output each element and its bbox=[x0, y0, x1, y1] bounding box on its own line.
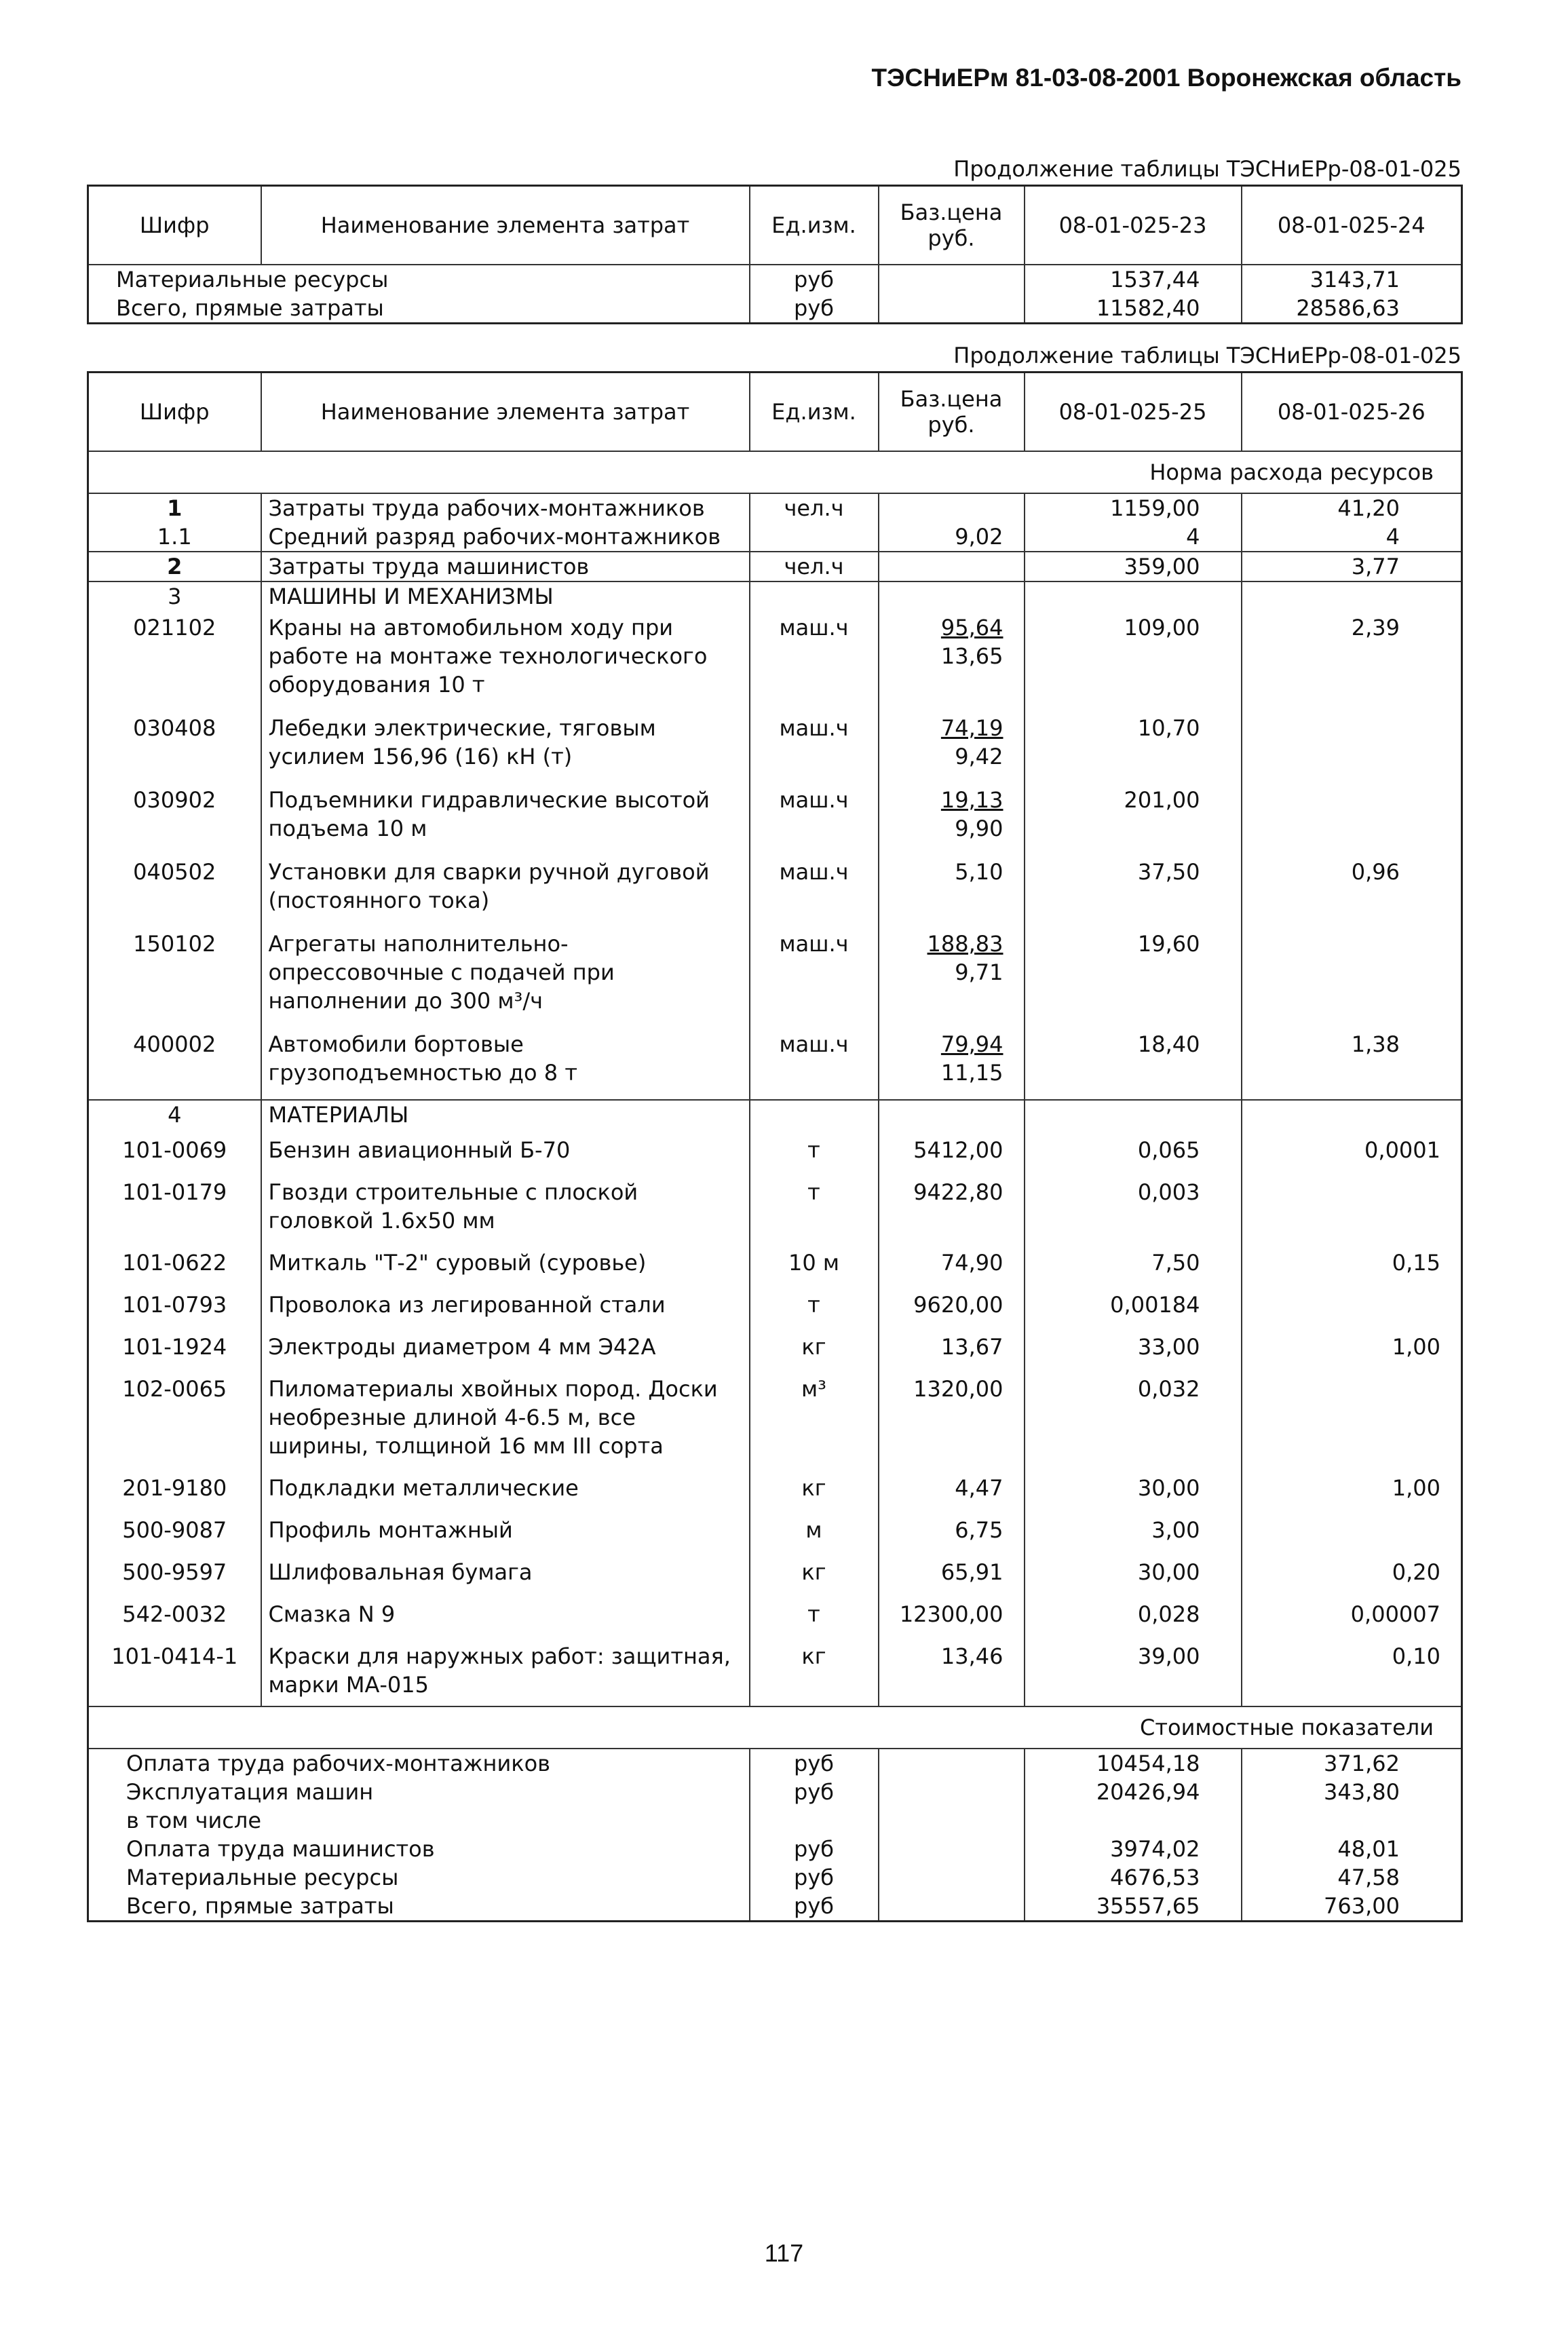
row-price: 9620,00 bbox=[879, 1284, 1025, 1326]
row-unit: маш.ч bbox=[750, 611, 879, 711]
row-v2: 371,62 bbox=[1242, 1749, 1462, 1778]
section-code: 4 bbox=[88, 1100, 261, 1129]
row-unit: маш.ч bbox=[750, 855, 879, 927]
row-unit: руб bbox=[750, 1835, 879, 1863]
table-row bbox=[88, 1551, 1462, 1593]
table-row bbox=[88, 1806, 1462, 1835]
table-row bbox=[88, 1749, 1462, 1778]
row-unit: кг bbox=[750, 1551, 879, 1593]
row-price: 13,46 bbox=[879, 1635, 1025, 1706]
row-code: 030408 bbox=[88, 711, 261, 783]
row-price: 5,10 bbox=[955, 859, 1003, 885]
row-name: Пиломатериалы хвойных пород. Доски необрезные длиной 4-6.5 м, все ширины, толщиной 16 мм III сорта bbox=[261, 1368, 750, 1467]
row-name: Смазка N 9 bbox=[261, 1593, 750, 1635]
table-row bbox=[88, 294, 1462, 324]
row-v1: 201,00 bbox=[1025, 783, 1242, 855]
row-v2: 1,38 bbox=[1242, 1027, 1462, 1100]
materials-section bbox=[88, 1100, 1462, 1706]
row-code: 2 bbox=[88, 552, 261, 581]
row-code: 150102 bbox=[88, 927, 261, 1027]
row-v1 bbox=[1025, 1806, 1242, 1835]
row-code: 500-9087 bbox=[88, 1509, 261, 1551]
row-v1: 4 bbox=[1025, 522, 1242, 552]
row-code: 102-0065 bbox=[88, 1368, 261, 1467]
row-price: 1320,00 bbox=[879, 1368, 1025, 1467]
col-unit-header: Ед.изм. bbox=[750, 186, 879, 265]
row-v2: 763,00 bbox=[1242, 1892, 1462, 1922]
table-row bbox=[88, 783, 1462, 855]
row-v1: 33,00 bbox=[1025, 1326, 1242, 1368]
row-v1: 3974,02 bbox=[1025, 1835, 1242, 1863]
row-price: 188,83 bbox=[927, 931, 1003, 957]
row-v2: 48,01 bbox=[1242, 1835, 1462, 1863]
row-v1: 11582,40 bbox=[1025, 294, 1242, 324]
row-unit: руб bbox=[750, 1749, 879, 1778]
row-code: 201-9180 bbox=[88, 1467, 261, 1509]
empty-cell bbox=[750, 1100, 879, 1129]
row-v2: 0,00007 bbox=[1242, 1593, 1462, 1635]
col-v1-header: 08-01-025-23 bbox=[1025, 186, 1242, 265]
table-row bbox=[88, 1778, 1462, 1806]
table1-caption: Продолжение таблицы ТЭСНиЕРр-08-01-025 bbox=[953, 156, 1461, 182]
row-v1: 0,003 bbox=[1025, 1171, 1242, 1242]
row-v2: 343,80 bbox=[1242, 1778, 1462, 1806]
table-row bbox=[88, 1284, 1462, 1326]
row-v1: 39,00 bbox=[1025, 1635, 1242, 1706]
row-code: 101-0622 bbox=[88, 1242, 261, 1284]
row-v2 bbox=[1242, 711, 1462, 783]
row-v1: 1537,44 bbox=[1025, 265, 1242, 294]
col-v2-header: 08-01-025-26 bbox=[1242, 373, 1462, 452]
empty-cell bbox=[879, 1892, 1025, 1922]
row-price bbox=[879, 265, 1025, 294]
row-unit: т bbox=[750, 1284, 879, 1326]
costs-section bbox=[88, 1749, 1462, 1922]
row-unit bbox=[750, 522, 879, 552]
table-row bbox=[88, 1129, 1462, 1171]
row-code: 400002 bbox=[88, 1027, 261, 1100]
row-unit: кг bbox=[750, 1467, 879, 1509]
row-v2: 0,15 bbox=[1242, 1242, 1462, 1284]
row-v2: 1,00 bbox=[1242, 1326, 1462, 1368]
table-row bbox=[88, 1892, 1462, 1922]
row-v1: 0,028 bbox=[1025, 1593, 1242, 1635]
row-price-secondary: 13,65 bbox=[940, 643, 1003, 669]
empty-cell bbox=[1025, 1100, 1242, 1129]
row-unit: маш.ч bbox=[750, 1027, 879, 1100]
row-price-cell bbox=[879, 783, 1025, 855]
table2-caption: Продолжение таблицы ТЭСНиЕРр-08-01-025 bbox=[953, 343, 1461, 368]
table-row bbox=[88, 552, 1462, 581]
row-price: 9,02 bbox=[879, 522, 1025, 552]
row-price-cell bbox=[879, 927, 1025, 1027]
row-price: 74,90 bbox=[879, 1242, 1025, 1284]
row-v1: 19,60 bbox=[1025, 927, 1242, 1027]
row-code: 542-0032 bbox=[88, 1593, 261, 1635]
labor-section bbox=[88, 493, 1462, 581]
cost-label: Стоимостные показатели bbox=[88, 1706, 1462, 1749]
table2 bbox=[87, 371, 1463, 1922]
col-code-header: Шифр bbox=[88, 373, 261, 452]
section-header-row bbox=[88, 581, 1462, 611]
row-v2: 0,10 bbox=[1242, 1635, 1462, 1706]
row-name: Оплата труда машинистов bbox=[88, 1835, 750, 1863]
row-price-secondary: 9,71 bbox=[955, 959, 1003, 985]
row-name: Шлифовальная бумага bbox=[261, 1551, 750, 1593]
row-v2 bbox=[1242, 1284, 1462, 1326]
row-price: 13,67 bbox=[879, 1326, 1025, 1368]
row-v1: 18,40 bbox=[1025, 1027, 1242, 1100]
section-title: МАШИНЫ И МЕХАНИЗМЫ bbox=[261, 581, 750, 611]
col-price-header: Баз.цена руб. bbox=[879, 373, 1025, 452]
row-name: Лебедки электрические, тяговым усилием 156,96 (16) кН (т) bbox=[261, 711, 750, 783]
row-v1: 30,00 bbox=[1025, 1551, 1242, 1593]
table-row bbox=[88, 493, 1462, 522]
row-name: Установки для сварки ручной дуговой (постоянного тока) bbox=[261, 855, 750, 927]
row-price: 9422,80 bbox=[879, 1171, 1025, 1242]
row-code: 030902 bbox=[88, 783, 261, 855]
row-name: Профиль монтажный bbox=[261, 1509, 750, 1551]
row-name: в том числе bbox=[88, 1806, 750, 1835]
row-unit: м bbox=[750, 1509, 879, 1551]
row-price-secondary: 9,90 bbox=[955, 816, 1003, 841]
row-v1: 7,50 bbox=[1025, 1242, 1242, 1284]
row-unit: чел.ч bbox=[750, 493, 879, 522]
table-row bbox=[88, 711, 1462, 783]
row-v1: 10454,18 bbox=[1025, 1749, 1242, 1778]
row-unit: чел.ч bbox=[750, 552, 879, 581]
row-v1: 0,032 bbox=[1025, 1368, 1242, 1467]
row-v1: 20426,94 bbox=[1025, 1778, 1242, 1806]
row-code: 1 bbox=[88, 493, 261, 522]
row-name: Гвозди строительные с плоской головкой 1.6х50 мм bbox=[261, 1171, 750, 1242]
row-v1: 1159,00 bbox=[1025, 493, 1242, 522]
row-unit: руб bbox=[750, 294, 879, 324]
row-name: Всего, прямые затраты bbox=[88, 294, 750, 324]
col-v1-header: 08-01-025-25 bbox=[1025, 373, 1242, 452]
row-name: Средний разряд рабочих-монтажников bbox=[261, 522, 750, 552]
col-v2-header: 08-01-025-24 bbox=[1242, 186, 1462, 265]
table1 bbox=[87, 185, 1463, 324]
row-v2: 28586,63 bbox=[1242, 294, 1462, 324]
row-name: Электроды диаметром 4 мм Э42А bbox=[261, 1326, 750, 1368]
empty-cell bbox=[879, 1835, 1025, 1863]
row-v2: 47,58 bbox=[1242, 1863, 1462, 1892]
row-price bbox=[879, 552, 1025, 581]
row-unit: руб bbox=[750, 1863, 879, 1892]
document-header: ТЭСНиЕРм 81-03-08-2001 Воронежская область bbox=[871, 64, 1461, 92]
row-price: 95,64 bbox=[940, 615, 1003, 641]
table-row bbox=[88, 522, 1462, 552]
row-code: 101-0179 bbox=[88, 1171, 261, 1242]
row-unit: т bbox=[750, 1129, 879, 1171]
section-title: МАТЕРИАЛЫ bbox=[261, 1100, 750, 1129]
row-price-cell bbox=[879, 1027, 1025, 1100]
col-name-header: Наименование элемента затрат bbox=[261, 373, 750, 452]
empty-cell bbox=[879, 581, 1025, 611]
table-row bbox=[88, 611, 1462, 711]
row-price: 74,19 bbox=[940, 715, 1003, 741]
table-row bbox=[88, 1593, 1462, 1635]
row-unit: руб bbox=[750, 1778, 879, 1806]
row-price-cell bbox=[879, 711, 1025, 783]
table-row bbox=[88, 1835, 1462, 1863]
row-name: Подкладки металлические bbox=[261, 1467, 750, 1509]
empty-cell bbox=[750, 581, 879, 611]
row-v2: 0,96 bbox=[1242, 855, 1462, 927]
empty-cell bbox=[879, 1100, 1025, 1129]
row-name: Бензин авиационный Б-70 bbox=[261, 1129, 750, 1171]
row-code: 021102 bbox=[88, 611, 261, 711]
empty-cell bbox=[1242, 1100, 1462, 1129]
row-name: Подъемники гидравлические высотой подъема 10 м bbox=[261, 783, 750, 855]
row-unit: т bbox=[750, 1171, 879, 1242]
row-price: 79,94 bbox=[940, 1031, 1003, 1057]
row-code: 101-0793 bbox=[88, 1284, 261, 1326]
machines-section bbox=[88, 581, 1462, 1100]
row-name: Автомобили бортовые грузоподъемностью до 8 т bbox=[261, 1027, 750, 1100]
row-v1: 0,00184 bbox=[1025, 1284, 1242, 1326]
col-unit-header: Ед.изм. bbox=[750, 373, 879, 452]
table-row bbox=[88, 927, 1462, 1027]
row-unit: м³ bbox=[750, 1368, 879, 1467]
row-price-cell bbox=[879, 611, 1025, 711]
row-v1: 35557,65 bbox=[1025, 1892, 1242, 1922]
row-name: Проволока из легированной стали bbox=[261, 1284, 750, 1326]
row-code: 500-9597 bbox=[88, 1551, 261, 1593]
row-v1: 3,00 bbox=[1025, 1509, 1242, 1551]
row-price: 5412,00 bbox=[879, 1129, 1025, 1171]
row-name: Агрегаты наполнительно-опрессовочные с подачей при наполнении до 300 м³/ч bbox=[261, 927, 750, 1027]
empty-cell bbox=[879, 1749, 1025, 1778]
page-number: 117 bbox=[764, 2239, 804, 2267]
row-price-secondary: 11,15 bbox=[940, 1060, 1003, 1086]
row-v2 bbox=[1242, 1806, 1462, 1835]
table-row bbox=[88, 1863, 1462, 1892]
row-name: Краски для наружных работ: защитная, марки МА-015 bbox=[261, 1635, 750, 1706]
row-v1: 30,00 bbox=[1025, 1467, 1242, 1509]
row-price bbox=[879, 493, 1025, 522]
table-row bbox=[88, 855, 1462, 927]
row-v2: 2,39 bbox=[1242, 611, 1462, 711]
col-price-header: Баз.цена руб. bbox=[879, 186, 1025, 265]
table-row bbox=[88, 1027, 1462, 1100]
row-v2: 4 bbox=[1242, 522, 1462, 552]
row-v2: 0,0001 bbox=[1242, 1129, 1462, 1171]
empty-cell bbox=[879, 1863, 1025, 1892]
table-row bbox=[88, 1368, 1462, 1467]
row-v1: 109,00 bbox=[1025, 611, 1242, 711]
row-name: Материальные ресурсы bbox=[88, 265, 750, 294]
row-name: Материальные ресурсы bbox=[88, 1863, 750, 1892]
empty-cell bbox=[879, 1778, 1025, 1806]
norm-label: Норма расхода ресурсов bbox=[88, 451, 1462, 493]
row-v2: 3143,71 bbox=[1242, 265, 1462, 294]
row-v2 bbox=[1242, 783, 1462, 855]
row-v2: 1,00 bbox=[1242, 1467, 1462, 1509]
row-price: 6,75 bbox=[879, 1509, 1025, 1551]
row-name: Оплата труда рабочих-монтажников bbox=[88, 1749, 750, 1778]
section-header-row bbox=[88, 1100, 1462, 1129]
empty-cell bbox=[1025, 581, 1242, 611]
row-unit: кг bbox=[750, 1326, 879, 1368]
table-row bbox=[88, 1635, 1462, 1706]
empty-cell bbox=[879, 1806, 1025, 1835]
section-code: 3 bbox=[88, 581, 261, 611]
table-row bbox=[88, 1171, 1462, 1242]
row-v2: 0,20 bbox=[1242, 1551, 1462, 1593]
row-code: 101-1924 bbox=[88, 1326, 261, 1368]
row-v2: 3,77 bbox=[1242, 552, 1462, 581]
row-name: Краны на автомобильном ходу при работе на монтаже технологического оборудования 10 т bbox=[261, 611, 750, 711]
row-name: Затраты труда рабочих-монтажников bbox=[261, 493, 750, 522]
row-code: 101-0069 bbox=[88, 1129, 261, 1171]
row-v1: 0,065 bbox=[1025, 1129, 1242, 1171]
row-code: 040502 bbox=[88, 855, 261, 927]
row-unit: маш.ч bbox=[750, 783, 879, 855]
row-v1: 37,50 bbox=[1025, 855, 1242, 927]
row-code: 1.1 bbox=[88, 522, 261, 552]
row-price-cell bbox=[879, 855, 1025, 927]
row-unit: кг bbox=[750, 1635, 879, 1706]
row-unit: 10 м bbox=[750, 1242, 879, 1284]
table-row bbox=[88, 1242, 1462, 1284]
row-name: Миткаль "Т-2" суровый (суровье) bbox=[261, 1242, 750, 1284]
row-price bbox=[879, 294, 1025, 324]
row-v1: 4676,53 bbox=[1025, 1863, 1242, 1892]
table-row bbox=[88, 265, 1462, 294]
row-v2 bbox=[1242, 927, 1462, 1027]
row-unit: маш.ч bbox=[750, 927, 879, 1027]
col-code-header: Шифр bbox=[88, 186, 261, 265]
row-v2: 41,20 bbox=[1242, 493, 1462, 522]
row-unit: руб bbox=[750, 1892, 879, 1922]
table-row bbox=[88, 1326, 1462, 1368]
row-v1: 359,00 bbox=[1025, 552, 1242, 581]
empty-cell bbox=[1242, 581, 1462, 611]
row-name: Затраты труда машинистов bbox=[261, 552, 750, 581]
row-price-secondary: 9,42 bbox=[955, 744, 1003, 769]
row-name: Всего, прямые затраты bbox=[88, 1892, 750, 1922]
row-name: Эксплуатация машин bbox=[88, 1778, 750, 1806]
row-unit: маш.ч bbox=[750, 711, 879, 783]
row-price: 12300,00 bbox=[879, 1593, 1025, 1635]
row-unit: т bbox=[750, 1593, 879, 1635]
row-v2 bbox=[1242, 1171, 1462, 1242]
row-v2 bbox=[1242, 1368, 1462, 1467]
table-row bbox=[88, 1467, 1462, 1509]
row-price: 19,13 bbox=[940, 787, 1003, 813]
row-unit: руб bbox=[750, 265, 879, 294]
col-name-header: Наименование элемента затрат bbox=[261, 186, 750, 265]
row-unit bbox=[750, 1806, 879, 1835]
row-code: 101-0414-1 bbox=[88, 1635, 261, 1706]
row-price: 4,47 bbox=[879, 1467, 1025, 1509]
row-price: 65,91 bbox=[879, 1551, 1025, 1593]
table-row bbox=[88, 1509, 1462, 1551]
row-v2 bbox=[1242, 1509, 1462, 1551]
row-v1: 10,70 bbox=[1025, 711, 1242, 783]
